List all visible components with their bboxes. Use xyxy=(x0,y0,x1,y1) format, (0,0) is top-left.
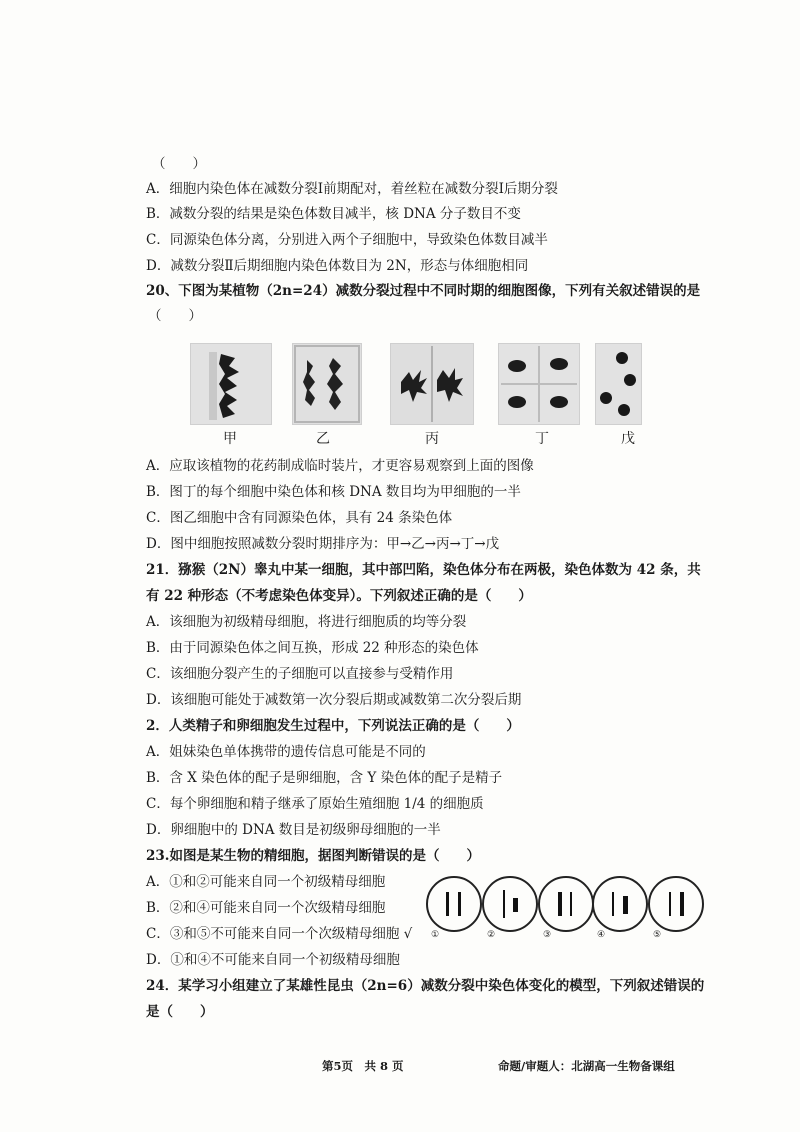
q20-stem: 20、下图为某植物（2n=24）减数分裂过程中不同时期的细胞图像，下列有关叙述错误的是 xyxy=(146,283,701,299)
q21-option-d: D．该细胞可能处于减数第一次分裂后期或减数第二次分裂后期 xyxy=(146,692,522,708)
q23-stem: 23.如图是某生物的精细胞，据图判断错误的是（ ） xyxy=(146,848,480,864)
q23-option-d: D．①和④不可能来自同一个初级精母细胞 xyxy=(146,952,400,968)
micrograph-label-ding: 丁 xyxy=(535,431,549,447)
micrograph-label-wu: 戊 xyxy=(621,431,635,447)
sperm-cell-number-2: ② xyxy=(486,930,496,940)
q22-option-b: B．含 X 染色体的配子是卵细胞，含 Y 染色体的配子是精子 xyxy=(146,770,503,786)
q22-option-c: C．每个卵细胞和精子继承了原始生殖细胞 1/4 的细胞质 xyxy=(146,796,484,812)
q19-option-c: C．同源染色体分离，分别进入两个子细胞中，导致染色体数目减半 xyxy=(146,232,548,248)
q19-option-a: A．细胞内染色体在减数分裂Ⅰ前期配对，着丝粒在减数分裂Ⅰ后期分裂 xyxy=(146,181,558,197)
sperm-cell-number-5: ⑤ xyxy=(652,930,662,940)
micrograph-label-yi: 乙 xyxy=(316,431,330,447)
sperm-cell-3 xyxy=(538,876,594,932)
q23-option-a: A．①和②可能来自同一个初级精母细胞 xyxy=(146,874,386,890)
q21-option-a: A．该细胞为初级精母细胞，将进行细胞质的均等分裂 xyxy=(146,614,467,630)
q19-option-b: B．减数分裂的结果是染色体数目减半，核 DNA 分子数目不变 xyxy=(146,206,521,222)
q22-stem: 2．人类精子和卵细胞发生过程中，下列说法正确的是（ ） xyxy=(146,718,520,734)
q20-option-d: D．图中细胞按照减数分裂时期排序为：甲→乙→丙→丁→戊 xyxy=(146,536,500,552)
footer-author: 命题/审题人：北湖高一生物备课组 xyxy=(498,1059,675,1073)
q24-stem-line2: 是（ ） xyxy=(146,1004,214,1020)
q21-stem-line2: 有 22 种形态（不考虑染色体变异）。下列叙述正确的是（ ） xyxy=(146,588,532,604)
q23-option-c: C．③和⑤不可能来自同一个次级精母细胞 √ xyxy=(146,926,413,942)
q21-option-b: B．由于同源染色体之间互换，形成 22 种形态的染色体 xyxy=(146,640,479,656)
sperm-cell-2 xyxy=(482,876,538,932)
q24-stem-line1: 24．某学习小组建立了某雄性昆虫（2n=6）减数分裂中染色体变化的模型，下列叙述错误的 xyxy=(146,978,705,994)
q22-option-a: A．姐妹染色单体携带的遗传信息可能是不同的 xyxy=(146,744,426,760)
sperm-cell-4 xyxy=(592,876,648,932)
q21-stem-line1: 21．猕猴（2N）睾丸中某一细胞，其中部凹陷，染色体分布在两极，染色体数为 42 条，共 xyxy=(146,562,701,578)
sperm-cell-5 xyxy=(648,876,704,932)
micrograph-jia xyxy=(190,343,272,425)
q21-option-c: C．该细胞分裂产生的子细胞可以直接参与受精作用 xyxy=(146,666,454,682)
micrograph-label-jia: 甲 xyxy=(223,431,237,447)
sperm-cell-1 xyxy=(426,876,482,932)
micrograph-bing xyxy=(390,343,474,425)
q20-blank: （ ） xyxy=(148,308,202,324)
q19-option-d: D．减数分裂Ⅱ后期细胞内染色体数目为 2N，形态与体细胞相同 xyxy=(146,258,529,274)
footer-page-number: 第5页 共 8 页 xyxy=(322,1059,404,1073)
q23-option-b: B．②和④可能来自同一个次级精母细胞 xyxy=(146,900,386,916)
q20-option-b: B．图丁的每个细胞中染色体和核 DNA 数目均为甲细胞的一半 xyxy=(146,484,521,500)
sperm-cell-number-1: ① xyxy=(430,930,440,940)
sperm-cell-number-4: ④ xyxy=(596,930,606,940)
micrograph-ding xyxy=(498,343,580,425)
q20-option-c: C．图乙细胞中含有同源染色体，具有 24 条染色体 xyxy=(146,510,453,526)
micrograph-row xyxy=(190,343,640,425)
micrograph-label-bing: 丙 xyxy=(425,431,439,447)
q22-option-d: D．卵细胞中的 DNA 数目是初级卵母细胞的一半 xyxy=(146,822,441,838)
micrograph-wu xyxy=(595,343,642,425)
micrograph-yi xyxy=(292,343,362,425)
q20-option-a: A．应取该植物的花药制成临时装片，才更容易观察到上面的图像 xyxy=(146,458,534,474)
sperm-cell-number-3: ③ xyxy=(542,930,552,940)
q19-blank: （ ） xyxy=(152,156,206,172)
